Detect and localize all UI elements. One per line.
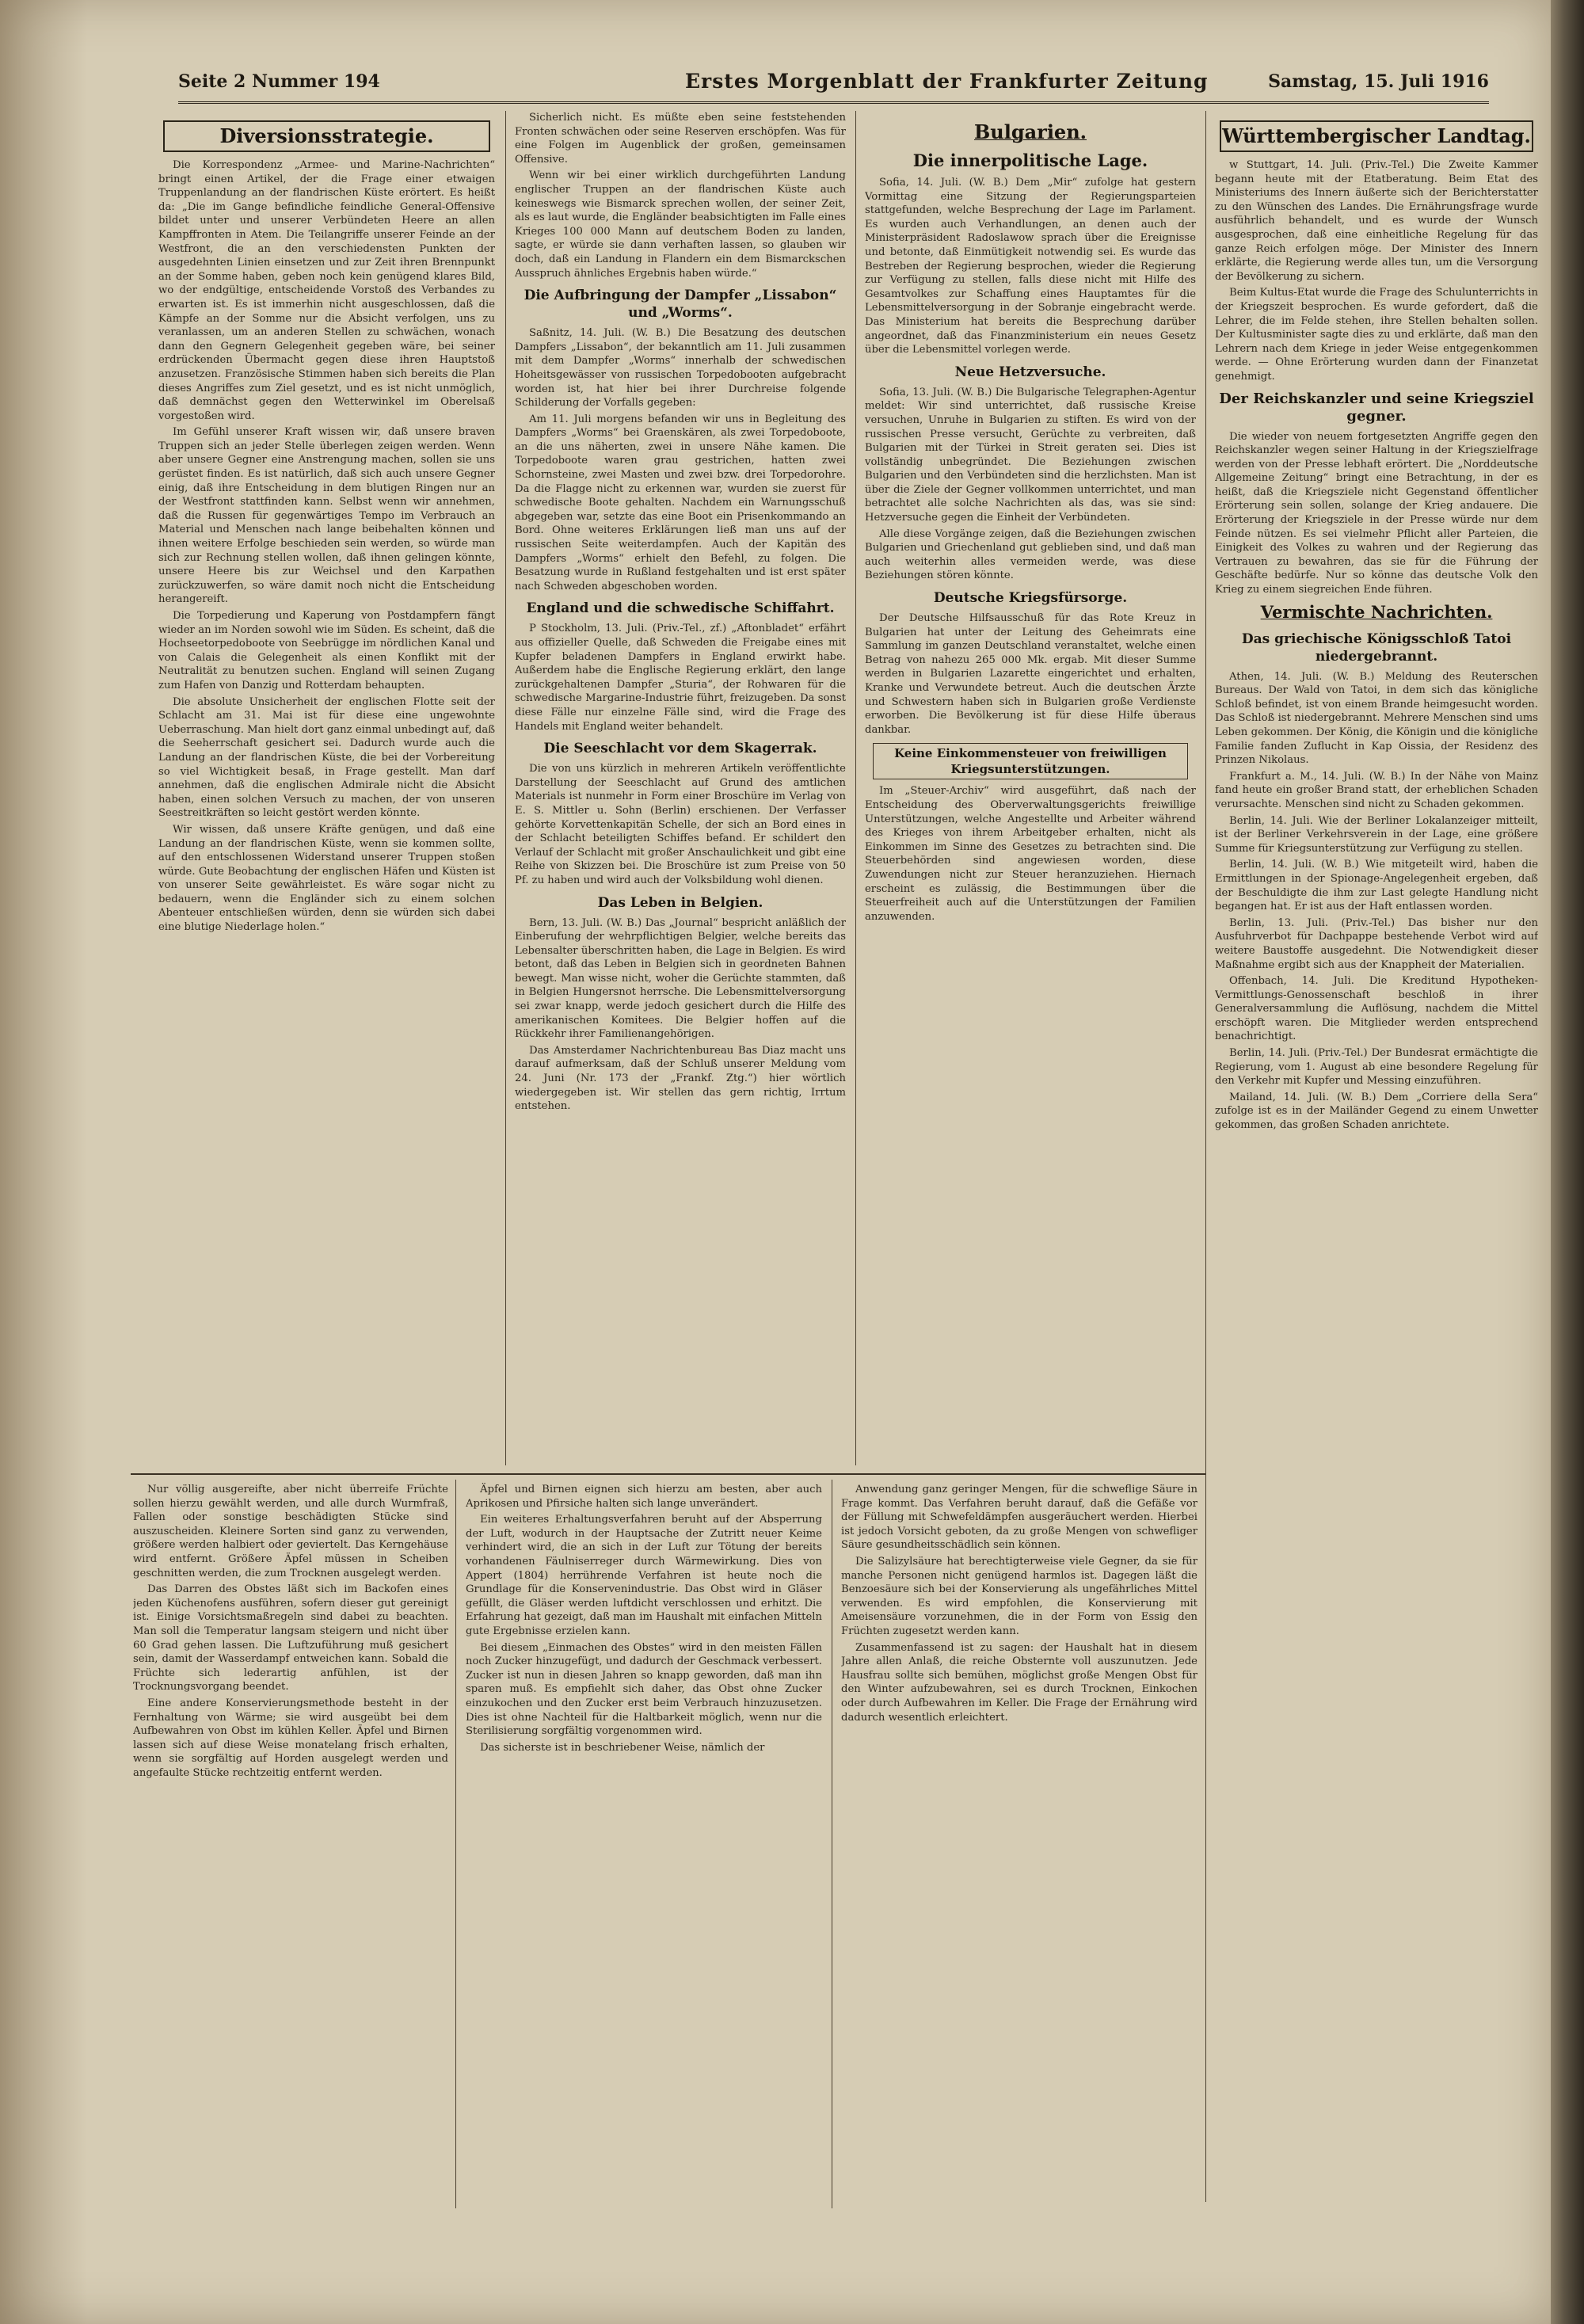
paragraph: Im „Steuer-Archiv“ wird ausgeführt, daß nach der Entscheidung des Oberverwaltungsgerichts freiwillige Unterstützungen, welche Angestellte und Arbeiter während des Krieges von ihrem Arbeitgeber erhalten, nicht als Einkommen im Sinne des Gesetzes zu betrachten sind. Die Steuerbehörden sind angewiesen worden, diese Zuwendungen nicht zur Steuer heranzuziehen. Hiernach erscheint es zulässig, die Bestimmungen über die Steuerfreiheit auch auf die Unterstützungen der Familien anzuwenden. [865, 785, 1196, 923]
column-diversionsstrategie [158, 117, 495, 1468]
column-rule [855, 111, 856, 1465]
paragraph: Bei diesem „Einmachen des Obstes“ wird in den meisten Fällen noch Zucker hinzugefügt, und dadurch der Geschmack verbessert. Zucker ist nun in diesen Jahren so knapp geworden, daß man ihn sparen muß. Es empfiehlt sich daher, das Obst ohne Zucker einzukochen und den Zucker erst beim Verbrauch hinzuzusetzen. Dies ist ohne Nachteil für die Haltbarkeit möglich, wenn nur die Sterilisierung sorgfältig vorgenommen wird. [466, 1641, 822, 1738]
paragraph: P Stockholm, 13. Juli. (Priv.-Tel., zf.) „Aftonbladet“ erfährt aus offizieller Quelle, daß Schweden die Freigabe eines mit Kupfer beladenen Dampfers in England erwirkt habe. Außerdem habe die Englische Regierung erklärt, den lange zurückgehaltenen Dampfer „Sturia“, der Rohwaren für die schwedische Margarine-Industrie führt, freizugeben. Da sonst diese Fälle nur einzelne Fälle sind, wird die Frage des Handels mit England weiter behandelt. [515, 623, 846, 733]
column-rule [1205, 111, 1206, 2202]
column-middle-left [515, 111, 846, 1467]
paragraph: Die Korrespondenz „Armee- und Marine-Nachrichten“ bringt einen Artikel, der die Frage einer etwaigen Truppenlandung an der flandrischen Küste erörtert. Es heißt da: „Die im Gange befindliche feindliche General-Offensive bildet unter und unserer Verbündeten Heere an allen Kampffronten in Atem. Die Teilangriffe unserer Feinde an der Westfront, die an den verschiedensten Punkten der ausgedehnten Linien einsetzen und zur Zeit ihren Brennpunkt an der Somme haben, geben noch kein genügend klares Bild, wo der endgültige, entscheidende Vorstoß des Verbandes zu erwarten ist. Es ist immerhin nicht ausgeschlossen, daß die Kämpfe an der Somme nur die Absicht verfolgen, uns zu veranlassen, um an anderen Stellen zu schwächen, wonach dann den Gegnern Gelegenheit gegeben wäre, bei seiner erdrückenden Übermacht gegen diese ihren Hauptstoß anzusetzen. Französische Stimmen haben sich bereits die Plan dieses Angriffes zum Ziel gesetzt, und es ist nicht unmöglich, daß demnächst gegen den Wetterwinkel im Oberelsaß vorgestoßen wird. [158, 159, 495, 422]
article-heading: Keine Einkommensteuer von freiwilligen Kriegsunterstützungen. [873, 743, 1188, 779]
paragraph: Im Gefühl unserer Kraft wissen wir, daß unsere braven Truppen sich an jeder Stelle überlegen zeigen werden. Wenn aber unsere Gegner eine Anstrengung machen, sollen sie uns gerüstet finden. Es ist natürlich, daß sich auch unsere Gegner einig, daß ihre Entscheidung in dem blutigen Ringen nur an der Westfront stattfinden kann. Selbst wenn wir annehmen, daß die Russen für gegenwärtiges Tempo im Verbrauch an Material und Menschen nach lange beibehalten können und ihnen weitere Erfolge beschieden sein werden, so würde man sich zur Rechnung stellen wollen, daß ihnen gelingen könnte, unsere Heere bis zur Weichsel und den Karpathen zurückzuwerfen, so wäre damit noch nicht die Entscheidung herangereift. [158, 426, 495, 606]
paragraph: Berlin, 14. Juli. Wie der Berliner Lokalanzeiger mitteilt, ist der Berliner Verkehrsverein in der Lage, eine größere Summe für Kriegsunterstützung zur Verfügung zu stellen. [1215, 814, 1538, 855]
article-heading: England und die schwedische Schiffahrt. [526, 600, 835, 617]
column-lower-3 [841, 1483, 1198, 2204]
paragraph: Zusammenfassend ist zu sagen: der Haushalt hat in diesem Jahre allen Anlaß, die reiche Obsternte voll auszunutzen. Jede Hausfrau sollte sich bemühen, möglichst große Mengen Obst für den Winter aufzubewahren, sei es durch Trocknen, Einkochen oder durch Aufbewahren im Keller. Die Frage der Ernährung wird dadurch wesentlich erleichtert. [841, 1641, 1198, 1724]
article-heading: Der Reichskanzler und seine Kriegsziel gegner. [1219, 390, 1534, 425]
paragraph: Das sicherste ist in beschriebener Weise, nämlich der [480, 1741, 765, 1754]
article-heading: Die Seeschlacht vor dem Skagerrak. [543, 741, 817, 757]
column-lower-1 [133, 1483, 448, 2204]
paragraph: Eine andere Konservierungsmethode besteht in der Fernhaltung von Wärme; sie wird ausgeübt bei dem Aufbewahren von Obst im kühlen Keller. Äpfel und Birnen lassen sich auf diese Weise monatelang frisch erhalten, wenn sie sorgfältig auf Horden ausgelegt werden und angefaulte Stücke rechtzeitig entfernt werden. [133, 1697, 448, 1779]
article-title: Württembergischer Landtag. [1220, 120, 1533, 152]
paragraph: Am 11. Juli morgens befanden wir uns in Begleitung des Dampfers „Worms“ bei Graenskären, als zwei Torpedoboote, an die uns näherten, zwei in unsere Nähe kamen. Die Torpedoboote waren grau gestrichen, hatten zwei Schornsteine, zwei Masten und zwei bzw. drei Torpedorohre. Da die Flagge nicht zu erkennen war, wurden sie zuerst für schwedische Boote gehalten. Nachdem ein Warnungsschuß abgegeben war, setzte das eine Boot ein Prisenkommando an Bord. Ohne weiteres Erklärungen ließ man uns auf der russischen Seite weiterdampfen. Auch der Kapitän des Dampfers „Worms“ erhielt den Befehl, zu folgen. Die Besatzung wurde in Rußland festgehalten und ist erst später nach Schweden abgeschoben worden. [515, 413, 846, 592]
paragraph: Die von uns kürzlich in mehreren Artikeln veröffentlichte Darstellung der Seeschlacht auf Grund des amtlichen Materials ist nunmehr in Form einer Broschüre im Verlag von E. S. Mittler u. Sohn (Berlin) erschienen. Der Verfasser gehörte Korvettenkapitän Schelle, der sich an Bord eines in der Schlacht beteiligten Schiffes befand. Er schildert den Verlauf der Schlacht mit großer Anschaulichkeit und gibt eine Reihe von Skizzen bei. Die Broschüre ist zum Preise von 50 Pf. zu haben und wird auch der Volksbildung wohl dienen. [515, 763, 846, 886]
article-heading: Neue Hetzversuche. [954, 364, 1106, 380]
paragraph: Die absolute Unsicherheit der englischen Flotte seit der Schlacht am 31. Mai ist für diese eine ungewohnte Ueberraschung. Man hielt dort ganz einmal unbedingt auf, daß die Seeherrschaft gesichert sei. Dadurch wurde auch die Landung an der flandrischen Küste, die bei der Vorbereitung so viel Wichtigkeit besaß, in Frage gestellt. Man darf annehmen, daß die englischen Admirale nicht die Absicht haben, einen solchen Versuch zu machen, der von unseren Seestreitkräften so leicht gestört werden könnte. [158, 695, 495, 820]
page-shadow [0, 0, 87, 2324]
paragraph: Athen, 14. Juli. (W. B.) Meldung des Reuterschen Bureaus. Der Wald von Tatoi, in dem sich das königliche Schloß befindet, ist von einem Brande heimgesucht worden. Das Schloß ist niedergebrannt. Mehrere Menschen sind ums Leben gekommen. Der König, die Königin und die königliche Familie fanden Zuflucht in Kap Oissia, der Residenz des Prinzen Nikolaus. [1215, 670, 1538, 767]
column-rule [455, 1480, 456, 2208]
paragraph: Das Darren des Obstes läßt sich im Backofen eines jeden Küchenofens ausführen, sofern dieser gut gereinigt ist. Einige Vorsichtsmaßregeln sind dabei zu beachten. Man soll die Temperatur langsam steigern und nicht über 60 Grad gehen lassen. Die Luftzuführung muß gesichert sein, damit der Wasserdampf entweichen kann. Sobald die Früchte sich lederartig anfühlen, ist der Trocknungsvorgang beendet. [133, 1583, 448, 1693]
paragraph: Sofia, 14. Juli. (W. B.) Dem „Mir“ zufolge hat gestern Vormittag eine Sitzung der Regierungsparteien stattgefunden, welche Besprechung der Lage im Parlament. Es wurden auch Verhandlungen, an denen auch der Ministerpräsident Radoslawow sprach über die Ereignisse und betonte, daß Einmütigkeit notwendig sei. Es wurde das Bestreben der Regierung besprochen, wieder die Regierung zur Verfügung zu stellen, falls diese nicht mit Hilfe des Gesamtvolkes zur Schaffung eines Hauptamtes für die Lebensmittelversorgung in der Sobranje eingebracht werde. Das Ministerium hat bereits die Besprechung darüber angeordnet, daß das Finanzministerium ein neues Gesetz über die Lebensmittel vorlegen werde. [865, 177, 1196, 356]
issue-date: Samstag, 15. Juli 1916 [1268, 71, 1489, 92]
paragraph: Äpfel und Birnen eignen sich hierzu am besten, aber auch Aprikosen und Pfirsiche halten sich lange unverändert. [466, 1484, 822, 1510]
page-edge [1551, 0, 1584, 2324]
paragraph: Frankfurt a. M., 14. Juli. (W. B.) In der Nähe von Mainz fand heute ein großer Brand statt, der erheblichen Schaden verursachte. Menschen sind nicht zu Schaden gekommen. [1215, 770, 1538, 810]
paragraph: Wenn wir bei einer wirklich durchgeführten Landung englischer Truppen an der flandrischen Küste auch keineswegs wie Bismarck sprechen wollen, der seiner Zeit, als es laut wurde, die Engländer beabsichtigten im Falle eines Krieges 100 000 Mann auf deutschem Boden zu landen, sagte, er würde sie dann verhaften lassen, so glauben wir doch, daß ein Landung in Flandern ein dem Bismarckschen Ausspruch ähnliches Ergebnis haben würde.“ [515, 170, 846, 280]
paragraph: Offenbach, 14. Juli. Die Kreditund Hypotheken-Vermittlungs-Genossenschaft beschloß in ihrer Generalversammlung die Auflösung, nachdem die Mittel erschöpft waren. Die Mitglieder werden entsprechend benachrichtigt. [1215, 975, 1538, 1043]
paragraph: Die Torpedierung und Kaperung von Postdampfern fängt wieder an im Norden sowohl wie im Süden. Es scheint, daß die Hochseetorpedoboote von Seebrügge im nördlichen Kanal und von Calais die Gelegenheit als einen Konflikt mit der Neutralität zu benutzen suchen. England will seinen Zugang zum Hafen von Danzig und Rotterdam behaupten. [158, 610, 495, 691]
paragraph: Die wieder von neuem fortgesetzten Angriffe gegen den Reichskanzler wegen seiner Haltung in der Kriegszielfrage werden von der Presse lebhaft erörtert. Die „Norddeutsche Allgemeine Zeitung“ bringt eine Betrachtung, in der es heißt, daß die Kriegsziele nicht Gegenstand öffentlicher Erörterung sein sollen, solange der Krieg andauere. Die Erörterung der Kriegsziele in der Presse würde nur dem Feinde nützen. Es sei vielmehr Pflicht aller Parteien, die Einigkeit des Volkes zu wahren und der Regierung das Vertrauen zu bewahren, das sie für die Führung der Geschäfte bedürfe. Nur so könne das deutsche Volk den Krieg zu einem siegreichen Ende führen. [1215, 430, 1538, 596]
paragraph: Wir wissen, daß unsere Kräfte genügen, und daß eine Landung an der flandrischen Küste, wenn sie kommen sollte, auf den entschlossenen Widerstand unserer Truppen stoßen würde. Gute Beobachtung der englischen Häfen und Küsten ist von unserer Seite gewährleistet. Es wäre sogar nicht zu bedauern, wenn die Engländer sich zu einem solchen Abenteuer entschließen würden, denn sie würden sich dabei eine blutige Niederlage holen.“ [158, 823, 495, 934]
article-heading: Die innerpolitische Lage. [912, 150, 1148, 170]
paragraph: w Stuttgart, 14. Juli. (Priv.-Tel.) Die Zweite Kammer begann heute mit der Etatberatung. Beim Etat des Ministeriums des Innern äußerte sich der Berichterstatter zu den Wünschen des Landes. Die Ernährungsfrage wurde ausführlich behandelt, und es wurde der Wunsch ausgesprochen, daß eine einheitliche Regelung für das ganze Reich erfolgen möge. Der Minister des Innern erklärte, die Regierung werde alles tun, um die Versorgung der Bevölkerung zu sichern. [1215, 159, 1538, 283]
paragraph: Berlin, 13. Juli. (Priv.-Tel.) Das bisher nur den Ausfuhrverbot für Dachpappe bestehende Verbot wird auf weitere Baustoffe ausgedehnt. Die Notwendigkeit dieser Maßnahme ergibt sich aus der Knappheit der Materialien. [1215, 916, 1538, 971]
paragraph: Saßnitz, 14. Juli. (W. B.) Die Besatzung des deutschen Dampfers „Lissabon“, der bekanntlich am 11. Juli zusammen mit dem Dampfer „Worms“ innerhalb der schwedischen Hoheitsgewässer von russischen Torpedobooten aufgebracht worden ist, hat hier bei ihrer Durchreise folgende Schilderung der Vorfalls gegeben: [515, 327, 846, 410]
paragraph: Sofia, 13. Juli. (W. B.) Die Bulgarische Telegraphen-Agentur meldet: Wir sind unterrichtet, daß russische Kreise versuchen, Unruhe in Bulgarien zu stiften. Es wird von der russischen Presse versucht, Gerüchte zu verbreiten, daß Bulgarien mit der Türkei in Streit geraten sei. Dies ist vollständig unbegründet. Die Beziehungen zwischen Bulgarien und den Verbündeten sind die herzlichsten. Man ist über die Ziele der Gegner vollkommen unterrichtet, und man betrachtet alle solche Nachrichten als das, was sie sind: Hetzversuche gegen die Einheit der Verbündeten. [865, 386, 1196, 524]
page-number: Seite 2 Nummer 194 [178, 71, 380, 92]
paragraph: Ein weiteres Erhaltungsverfahren beruht auf der Absperrung der Luft, wodurch in der Hauptsache der Zutritt neuer Keime verhindert wird, die an sich in der Luft zur Tötung der bereits vorhandenen Fäulniserreger durch Wärmewirkung. Dies von Appert (1804) herrührende Verfahren ist heute noch die Grundlage für die Konservenindustrie. Das Obst wird in Gläser gefüllt, die Gläser werden luftdicht verschlossen und erhitzt. Die Erfahrung hat gezeigt, daß man im Haushalt mit einfachen Mitteln gute Ergebnisse erzielen kann. [466, 1514, 822, 1637]
article-heading: Die Aufbringung der Dampfer „Lissabon“ und „Worms“. [524, 288, 837, 322]
paragraph: Mailand, 14. Juli. (W. B.) Dem „Corriere della Sera“ zufolge ist es in der Mailänder Gegend zu einem Unwetter gekommen, das großen Schaden anrichtete. [1215, 1091, 1538, 1132]
paragraph: Die Salizylsäure hat berechtigterweise viele Gegner, da sie für manche Personen nicht genügend harmlos ist. Dagegen läßt die Benzoesäure sich bei der Konservierung als ungefährliches Mittel verwenden. Es wird empfohlen, die Konservierung mit Ameisensäure vorzunehmen, die in der Form von Essig den Früchten zugesetzt werden kann. [841, 1555, 1198, 1637]
paragraph: Das Amsterdamer Nachrichtenbureau Bas Diaz macht uns darauf aufmerksam, daß der Schluß unserer Meldung vom 24. Juni (Nr. 173 der „Frankf. Ztg.“) hier wörtlich wiedergegeben ist. Wir stellen das gern richtig, Irrtum entstehen. [515, 1044, 846, 1113]
article-heading: Das Leben in Belgien. [597, 894, 763, 911]
article-heading: Deutsche Kriegsfürsorge. [933, 590, 1128, 607]
section-rule [131, 1473, 1205, 1475]
paragraph: Anwendung ganz geringer Mengen, für die schweflige Säure in Frage kommt. Das Verfahren beruht darauf, daß die Gefäße vor der Füllung mit Schwefeldämpfen ausgeräuchert werden. Hierbei ist jedoch Vorsicht geboten, da zu große Mengen von schwefliger Säure gesundheitsschädlich sein können. [841, 1484, 1198, 1552]
column-rule [505, 111, 506, 1465]
paragraph: Alle diese Vorgänge zeigen, daß die Beziehungen zwischen Bulgarien und Griechenland gut geblieben sind, und daß man auch weiterhin alles vermeiden werde, was diese Beziehungen stören könnte. [865, 528, 1196, 582]
paragraph: Sicherlich nicht. Es müßte eben seine feststehenden Fronten schwächen oder seine Reserven erschöpfen. Was für eine Folgen im Augenblick der großen, gemeinsamen Offensive. [515, 112, 846, 166]
newspaper-title: Erstes Morgenblatt der Frankfurter Zeitung [685, 70, 1209, 93]
section-title: Vermischte Nachrichten. [1260, 601, 1493, 622]
column-lower-2 [466, 1483, 822, 2204]
paragraph: Nur völlig ausgereifte, aber nicht überreife Früchte sollen hierzu gewählt werden, und alle durch Wurmfraß, Fallen oder sonstige beschädigten Stücke sind auszuscheiden. Kleinere Sorten sind ganz zu verwenden, größere werden halbiert oder geviertelt. Das Kerngehäuse wird entfernt. Größere Äpfel müssen in Scheiben geschnitten werden, die zum Trocknen ausgelegt werden. [133, 1484, 448, 1579]
paragraph: Berlin, 14. Juli. (W. B.) Wie mitgeteilt wird, haben die Ermittlungen in der Spionage-Angelegenheit ergeben, daß der Beschuldigte die ihm zur Last gelegte Handlung nicht begangen hat. Er ist aus der Haft entlassen worden. [1215, 859, 1538, 913]
column-wuerttemberg [1215, 117, 1538, 2200]
masthead [178, 70, 1489, 104]
paragraph: Bern, 13. Juli. (W. B.) Das „Journal“ bespricht anläßlich der Einberufung der wehrpflichtigen Belgier, welche bereits das Lebensalter überschritten haben, die Lage in Belgien. Es wird betont, daß das Leben in Belgien sich in geordneten Bahnen bewegt. Man wisse nicht, woher die Gerüchte stammten, daß in Belgien Hungersnot herrsche. Die Lebensmittelversorgung sei zwar knapp, werde jedoch gesichert durch die Hilfe des amerikanischen Komitees. Die Belgier hoffen auf die Rückkehr ihrer Familienangehörigen. [515, 916, 846, 1041]
column-bulgarien [865, 117, 1196, 1468]
article-title: Diversionsstrategie. [163, 120, 490, 152]
paragraph: Berlin, 14. Juli. (Priv.-Tel.) Der Bundesrat ermächtigte die Regierung, vom 1. August ab eine besondere Regelung für den Verkehr mit Kupfer und Messing einzuführen. [1215, 1047, 1538, 1088]
article-heading: Das griechische Königsschloß Tatoi niedergebrannt. [1241, 631, 1512, 665]
paragraph: Beim Kultus-Etat wurde die Frage des Schulunterrichts in der Kriegszeit besprochen. Es wurde gefordert, daß die Lehrer, die im Felde stehen, ihre Stellen behalten sollen. Der Kultusminister sagte dies zu und erklärte, daß man den Lehrern nach dem Kriege in jeder Weise entgegenkommen werde. — Ohne Erörterung wurden dann der Finanzetat genehmigt. [1215, 287, 1538, 383]
article-title: Bulgarien. [973, 120, 1087, 143]
paragraph: Der Deutsche Hilfsausschuß für das Rote Kreuz in Bulgarien hat unter der Leitung des Geheimrats eine Sammlung im ganzen Deutschland veranstaltet, welche einen Betrag von nahezu 265 000 Mk. ergab. Mit dieser Summe werden in Bulgarien Lazarette eingerichtet und erhalten, Kranke und Verwundete betreut. Auch die deutschen Ärzte und Schwestern haben sich in Bulgarien große Verdienste erworben. Die Bevölkerung ist für diese Hilfe überaus dankbar. [865, 612, 1196, 736]
